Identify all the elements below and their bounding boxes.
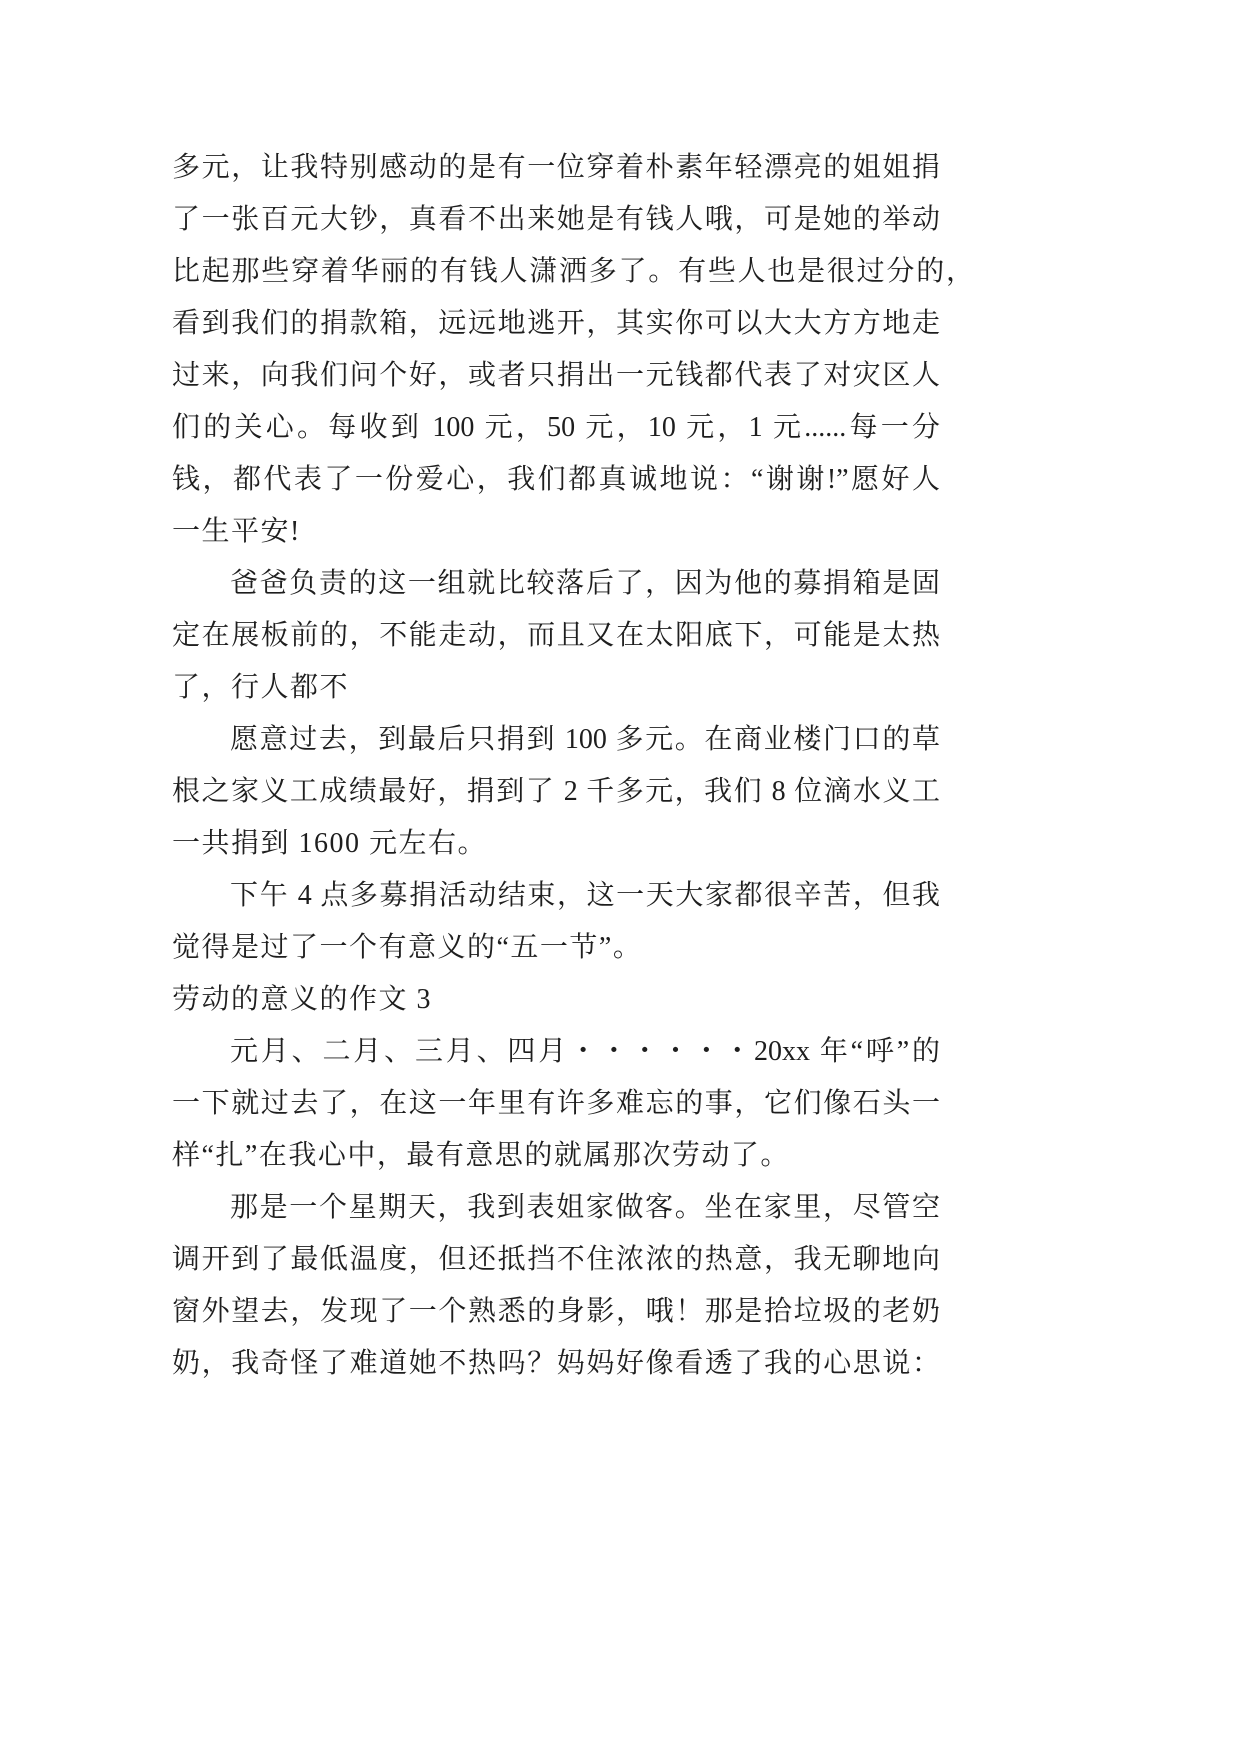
text-line: 窗外望去，发现了一个熟悉的身影，哦！那是拾垃圾的老奶 [172, 1296, 940, 1327]
text-line: 元月、二月、三月、四月・・・・・・20xx 年“呼”的 [230, 1036, 940, 1067]
text-line: 过来，向我们问个好，或者只捐出一元钱都代表了对灾区人 [172, 360, 940, 391]
text-line: 一共捐到 1600 元左右。 [172, 828, 488, 859]
text-line: 定在展板前的，不能走动，而且又在太阳底下，可能是太热 [172, 620, 940, 651]
text-line: 那是一个星期天，我到表姐家做客。坐在家里，尽管空 [230, 1192, 940, 1223]
text-line: 多元，让我特别感动的是有一位穿着朴素年轻漂亮的姐姐捐 [172, 152, 940, 183]
text-line: 调开到了最低温度，但还抵挡不住浓浓的热意，我无聊地向 [172, 1244, 940, 1275]
text-line: 了，行人都不 [172, 672, 350, 703]
text-line: 了一张百元大钞，真看不出来她是有钱人哦，可是她的举动 [172, 204, 940, 235]
text-line: 比起那些穿着华丽的有钱人潇洒多了。有些人也是很过分的， [172, 256, 974, 287]
text-line: 样“扎”在我心中，最有意思的就属那次劳动了。 [172, 1140, 790, 1171]
section-heading: 劳动的意义的作文 3 [172, 984, 433, 1015]
text-line: 爸爸负责的这一组就比较落后了，因为他的募捐箱是固 [230, 568, 940, 599]
text-line: 钱，都代表了一份爱心，我们都真诚地说：“谢谢!”愿好人 [172, 464, 940, 495]
text-line: 下午 4 点多募捐活动结束，这一天大家都很辛苦，但我 [230, 880, 940, 911]
text-line: 一下就过去了，在这一年里有许多难忘的事，它们像石头一 [172, 1088, 940, 1119]
text-line: 觉得是过了一个有意义的“五一节”。 [172, 932, 643, 963]
text-line: 一生平安! [172, 516, 301, 547]
text-line: 愿意过去，到最后只捐到 100 多元。在商业楼门口的草 [230, 724, 940, 755]
text-line: 奶，我奇怪了难道她不热吗？妈妈好像看透了我的心思说： [172, 1348, 940, 1379]
text-line: 们的关心。每收到 100 元，50 元，10 元，1 元......每一分 [172, 412, 940, 443]
text-line: 看到我们的捐款箱，远远地逃开，其实你可以大大方方地走 [172, 308, 940, 339]
text-line: 根之家义工成绩最好，捐到了 2 千多元，我们 8 位滴水义工 [172, 776, 940, 807]
